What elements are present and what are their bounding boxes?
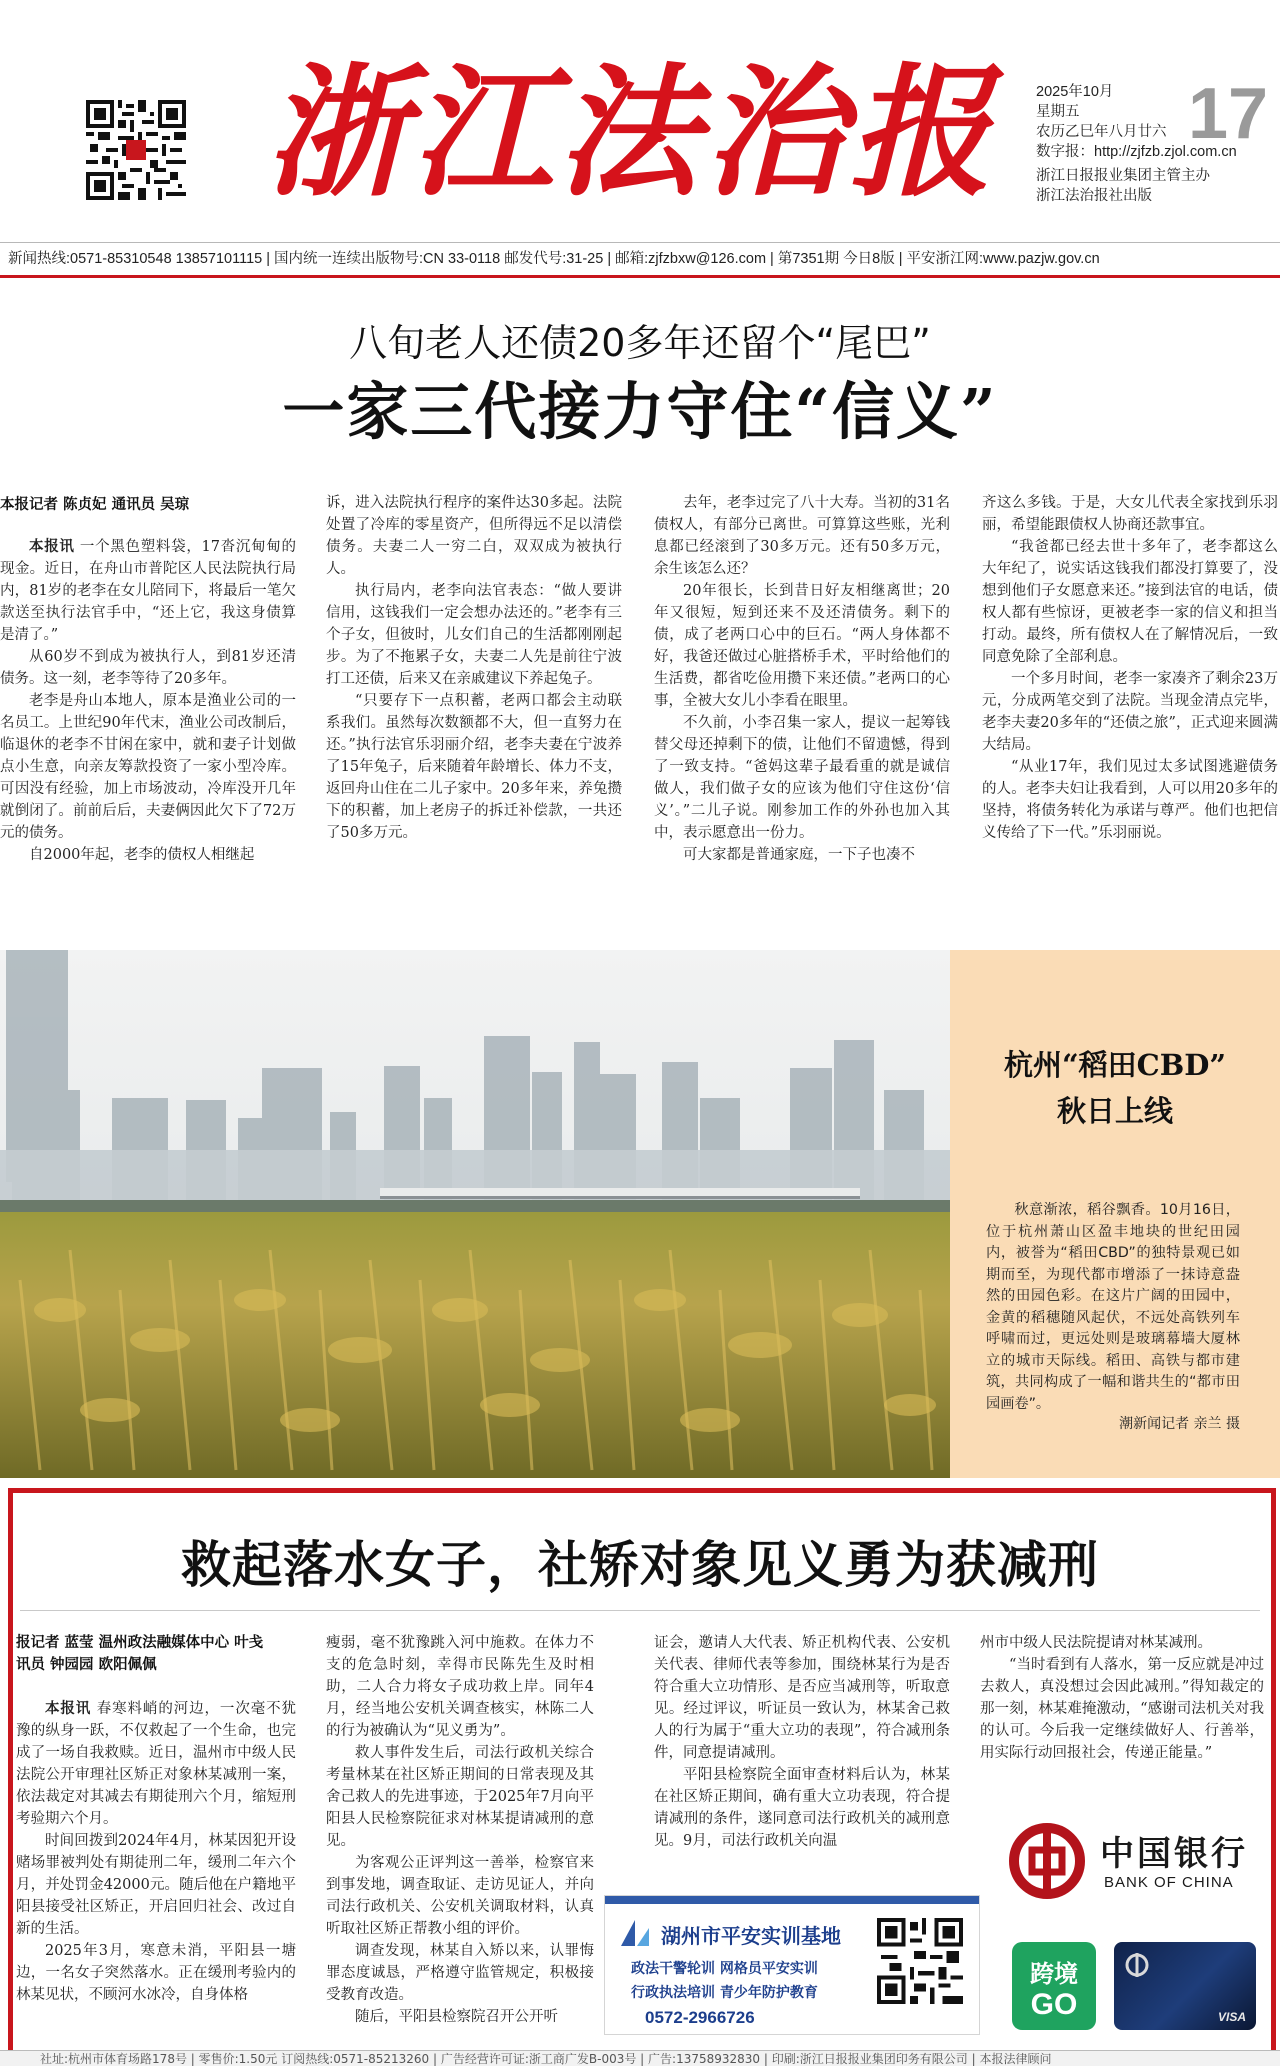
story-paragraph: 随后，平阳县检察院召开公开听: [355, 2009, 558, 2025]
rice-field-city-photo: [0, 950, 950, 1478]
sponsor-line: 浙江日报报业集团主管主办: [1036, 168, 1210, 184]
masthead-logo: [265, 36, 995, 216]
page-footer: 社址:杭州市体育场路178号 | 零售价:1.50元 订阅热线:0571-85213260 | 广告经营许可证:浙工商广发B-003号 | 广告:13758932830 | 印刷:浙江日报报业集团印务有限公司 | 本报法律顾问: [0, 2050, 1280, 2066]
story2-column-3: [654, 1632, 950, 1882]
story-paragraph: “我爸都已经去世十多年了，老李都这么大年纪了，说实话这钱我们都没打算要了，没想到他们子女愿意来还。”接到法官的电话，债权人都有些惊讶，更被老李一家的信义和担当打动。最终，所有债权人在了解情况后，一致同意免除了全部利息。: [982, 539, 1278, 665]
cross-border-go-badge[interactable]: [1012, 1942, 1096, 2030]
story2-byline: 报记者 蓝莹 温州政法融媒体中心 叶戋 讯员 钟园园 欧阳佩佩: [16, 1635, 264, 1673]
story-paragraph: 为客观公正评判这一善举，检察官来到事发地，调查取证、走访见证人，并向司法行政机关、公安机关调取材料，认真听取社区矫正帮教小组的评价。: [326, 1855, 594, 1937]
go-label: GO: [1030, 1988, 1078, 2021]
story1-column-1: [0, 536, 296, 946]
photo-caption-title-line2: 秋日上线: [1056, 1094, 1173, 1128]
story2-headline: 救起落水女子，社矫对象见义勇为获减刑: [181, 1535, 1099, 1594]
story1-headline: 一家三代接力守住“信义”: [282, 375, 998, 448]
ad-services-line1: 政法干警轮训 网格员平安实训: [631, 1961, 818, 1977]
story1-byline: 本报记者 陈贞妃 通讯员 吴琼: [0, 497, 190, 513]
story-paragraph: 从60岁不到成为被执行人，到81岁还清债务。这一刻，老李等待了20多年。: [0, 649, 296, 687]
kuajing-label: 跨境: [1030, 1960, 1078, 1988]
ad-title: 湖州市平安实训基地: [661, 1924, 841, 1948]
story-paragraph: 救人事件发生后，司法行政机关综合考量林某在社区矫正期间的日常表现及其舍己救人的先进事迹，于2025年7月向平阳县人民检察院征求对林某提请减刑的意见。: [326, 1745, 594, 1849]
story-paragraph: 调查发现，林某自入矫以来，认罪悔罪态度诚恳，严格遵守监管规定，积极接受教育改造。: [326, 1943, 594, 2003]
story-paragraph: 平阳县检察院全面审查材料后认为，林某在社区矫正期间，确有重大立功表现，符合提请减刑的条件，遂同意司法行政机关的减刑意见。9月，司法行政机关向温: [654, 1767, 950, 1849]
bank-name-english: BANK OF CHINA: [1104, 1874, 1234, 1891]
svg-text:浙江法治报: 浙江法治报: [265, 50, 995, 216]
masthead-edition-info: [1036, 74, 1280, 206]
story-paragraph: 诉，进入法院执行程序的案件达30多起。法院处置了冷库的零星资产，但所得远不足以清偿债务。夫妻二人一穷二白，双双成为被执行人。: [326, 495, 622, 577]
story2-column-1: [16, 1698, 296, 2038]
story2-column-4: [980, 1632, 1264, 1812]
story-paragraph: 本报讯 春寒料峭的河边，一次毫不犹豫的纵身一跃，不仅救起了一个生命，也完成了一场自我救赎。近日，温州市中级人民法院公开审理社区矫正对象林某减刑一案，依法裁定对其减去有期徒刑六个月，缩短刑考验期六个月。: [16, 1701, 297, 1827]
masthead-qr-code: [86, 100, 186, 200]
ad-top-stripe: [605, 1896, 979, 1904]
bank-of-china-ad[interactable]: [1008, 1822, 1263, 1902]
bank-name: 中国银行: [1100, 1834, 1248, 1874]
story-paragraph: 证会，邀请人大代表、矫正机构代表、公安机关代表、律师代表等参加，围绕林某行为是否符合重大立功情形、是否应当减刑等，听取意见。经过评议，听证员一致认为，林某舍己救人的行为属于“重大立功的表现”，符合减刑条件，同意提请减刑。: [654, 1635, 950, 1761]
story-paragraph: 可大家都是普通家庭，一下子也凑不: [683, 847, 915, 863]
story-paragraph: 不久前，小李召集一家人，提议一起筹钱替父母还掉剩下的债，让他们不留遗憾，得到了一致支持。“爸妈这辈子最看重的就是诚信做人，我们做子女的应该为他们守住这份‘信义’。”二儿子说。刚参加工作的外孙也加入其中，表示愿意出一份力。: [654, 715, 950, 841]
bank-of-china-logo-icon: [1008, 1822, 1086, 1900]
photo-caption-body: 秋意渐浓，稻谷飘香。10月16日，位于杭州萧山区盈丰地块的世纪田园内，被誉为“稻田CBD”的独特景观已如期而至，为现代都市增添了一抹诗意盎然的田园色彩。在这片广阔的田园中，金黄的稻穗随风起伏，不远处高铁列车呼啸而过，更远处则是玻璃幕墙大厦林立的城市天际线。稻田、高铁与都市建筑，共同构成了一幅和谐共生的“都市田园画卷”。: [986, 1202, 1240, 1412]
story-paragraph: 去年，老李过完了八十大寿。当初的31名债权人，有部分已离世。可算算这些账，光利息都已经滚到了30多万元。还有50多万元，余生该怎么还？: [654, 495, 950, 577]
story-paragraph: 时间回拨到2024年4月，林某因犯开设赌场罪被判处有期徒刑二年，缓刑二年六个月，并处罚金42000元。随后他在户籍地平阳县接受社区矫正，开启回归社会、改过自新的生活。: [16, 1833, 296, 1937]
story2-column-2: [326, 1632, 594, 2038]
photo-caption-title: [970, 1042, 1260, 1134]
ad-qr-code: [877, 1918, 963, 2004]
digital-edition-url: 数字报：http://zjfzb.zjol.com.cn: [1036, 144, 1237, 160]
story-paragraph: 州市中级人民法院提请对林某减刑。: [980, 1635, 1212, 1651]
story-paragraph: “只要存下一点积蓄，老两口都会主动联系我们。虽然每次数额都不大，但一直努力在还。”执行法官乐羽丽介绍，老李夫妻在宁波养了15年兔子，后来随着年龄增长、体力不支，返回舟山住在二儿子家中。20多年来，养兔攒下的积蓄，加上老房子的拆迁补偿款，一共还了50多万元。: [326, 693, 622, 841]
story2-divider: [20, 1610, 1260, 1611]
ad-phone: 0572-2966726: [645, 2008, 755, 2027]
masthead-info-bar: 新闻热线:0571-85310548 13857101115 | 国内统一连续出版物号:CN 33-0118 邮发代号:31-25 | 邮箱:zjfzbxw@126.com | 第7351期 今日8版 | 平安浙江网:www.pazjw.gov.cn: [0, 242, 1280, 278]
edition-lunar-date: 农历乙巳年八月廿六: [1036, 124, 1167, 140]
story-paragraph: 本报讯 一个黑色塑料袋，17沓沉甸甸的现金。近日，在舟山市普陀区人民法院执行局内，81岁的老李在女儿陪同下，将最后一笔欠款送至执行法官手中，“还上它，我这身债算是清了。”: [0, 539, 297, 643]
photo-credit: 潮新闻记者 亲兰 摄: [1119, 1416, 1240, 1432]
story-paragraph: 老李是舟山本地人，原本是渔业公司的一名员工。上世纪90年代末，渔业公司改制后，临退休的老李不甘闲在家中，就和妻子计划做点小生意，向亲友筹款投资了一家小型冷库。可因没有经验，加上市场波动，冷库没开几年就倒闭了。前前后后，夫妻俩因此欠下了72万元的债务。: [0, 693, 296, 841]
page-number: 17: [1188, 74, 1269, 154]
edition-weekday: 星期五: [1036, 104, 1080, 120]
story-paragraph: 瘦弱，毫不犹豫跳入河中施救。在体力不支的危急时刻，幸得市民陈先生及时相助，二人合力将女子成功救上岸。同年4月，经当地公安机关调查核实，林陈二人的行为被确认为“见义勇为”。: [326, 1635, 594, 1739]
story1-column-2: [326, 492, 622, 946]
photo-caption-title-line1: 杭州“稻田CBD”: [1003, 1048, 1227, 1082]
story-paragraph: “从业17年，我们见过太多试图逃避债务的人。老李夫妇让我看到，人可以用20多年的坚持，将债务转化为承诺与尊严。他们也把信义传给了下一代。”乐羽丽说。: [982, 759, 1278, 841]
story1-column-4: [982, 492, 1278, 946]
edition-date: 2025年10月: [1036, 84, 1114, 100]
story1-kicker: 八旬老人还债20多年还留个“尾巴”: [349, 321, 931, 365]
huzhou-training-base-ad[interactable]: [604, 1895, 980, 2035]
ad-services-line2: 行政执法培训 青少年防护教育: [631, 1985, 818, 2001]
bank-card-image[interactable]: [1114, 1942, 1256, 2030]
story-paragraph: 执行局内，老李向法官表态：“做人要讲信用，这钱我们一定会想办法还的。”老李有三个子女，但彼时，儿女们自己的生活都刚刚起步。为了不拖累子女，夫妻二人先是前往宁波打工还债，后来又在亲戚建议下养起兔子。: [326, 583, 622, 687]
publisher-line: 浙江法治报社出版: [1036, 188, 1152, 204]
story-paragraph: “当时看到有人落水，第一反应就是冲过去救人，真没想过会因此减刑。”得知裁定的那一刻，林某难掩激动，“感谢司法机关对我的认可。今后我一定继续做好人、行善举，用实际行动回报社会，传递正能量。”: [980, 1657, 1264, 1761]
story-paragraph: 20年很长，长到昔日好友相继离世；20年又很短，短到还来不及还清债务。剩下的债，成了老两口心中的巨石。“两人身体都不好，我爸还做过心脏搭桥手术，平时给他们的生活费，都省吃俭用攒下来还债。”老两口的心事，全被大女儿小李看在眼里。: [654, 583, 950, 709]
story-paragraph: 自2000年起，老李的债权人相继起: [29, 847, 255, 863]
card-bank-logo-icon: [1124, 1952, 1150, 1978]
story-paragraph: 一个多月时间，老李一家凑齐了剩余23万元，分成两笔交到了法院。当现金清点完毕，老李夫妻20多年的“还债之旅”，正式迎来圆满大结局。: [982, 671, 1278, 753]
story-paragraph: 2025年3月，寒意未消，平阳县一塘边，一名女子突然落水。正在缓刑考验内的林某见状，不顾河水冰冷，自身体格: [16, 1943, 296, 2003]
story1-column-3: [654, 492, 950, 946]
training-base-logo-icon: [617, 1916, 653, 1952]
story-paragraph: 齐这么多钱。于是，大女儿代表全家找到乐羽丽，希望能跟债权人协商还款事宜。: [982, 495, 1278, 533]
card-network-label: VISA: [1217, 2010, 1246, 2024]
